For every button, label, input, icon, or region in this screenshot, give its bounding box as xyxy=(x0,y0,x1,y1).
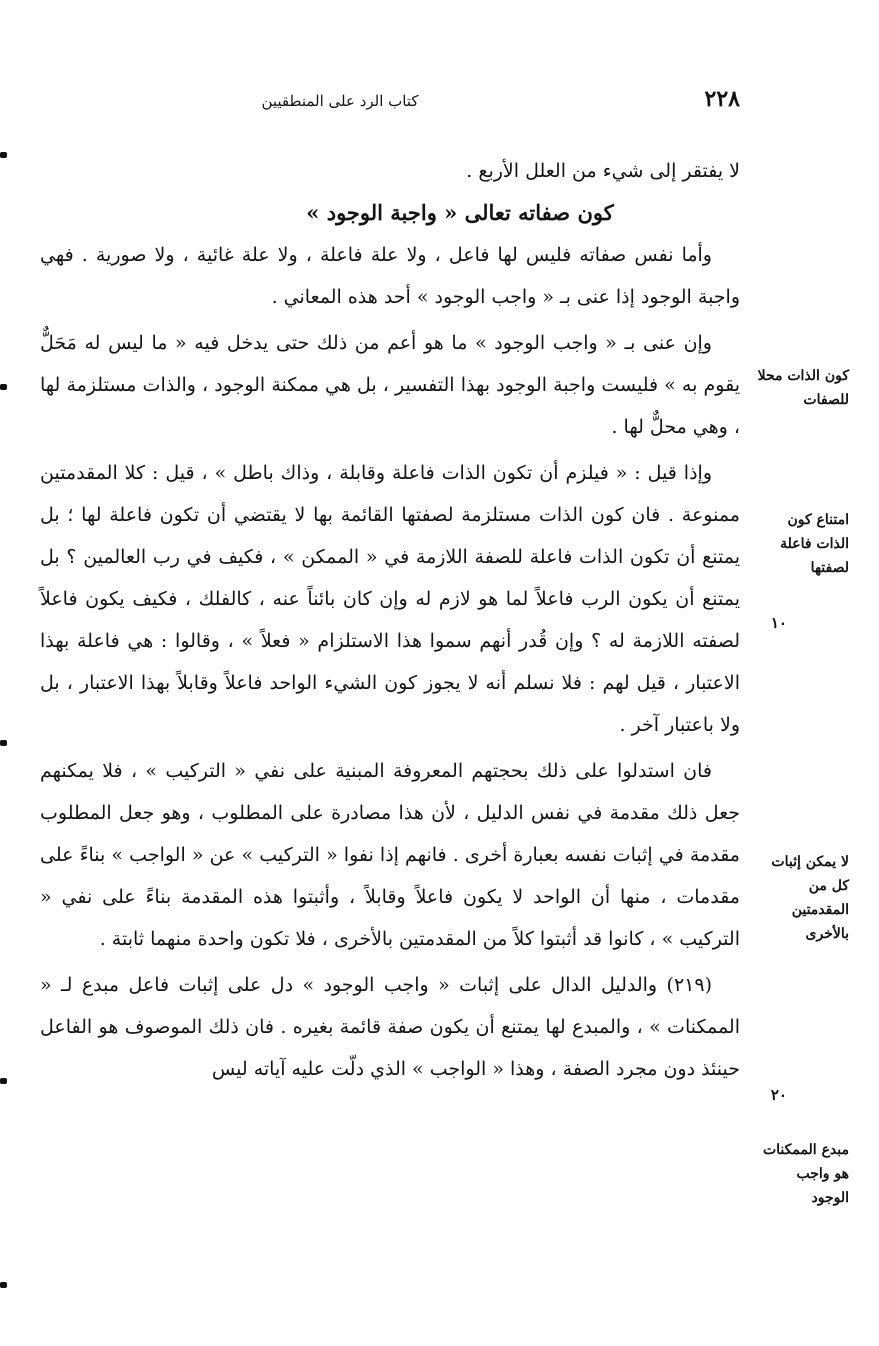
line-number: ١٠ xyxy=(770,614,787,632)
margin-note: كون الذات محلا للصفات xyxy=(757,368,849,408)
margin-note: لا يمكن إثبات كل من المقدمتين بالأخرى xyxy=(771,854,849,942)
line-number: ٢٠ xyxy=(770,1086,787,1104)
continuation-line: لا يفتقر إلى شيء من العلل الأربع . xyxy=(466,160,740,182)
page-header xyxy=(40,86,740,126)
main-text xyxy=(40,150,740,1090)
scan-edge-mark xyxy=(0,384,7,390)
margin-note: مبدع الممكنات هو واجب الوجود xyxy=(762,1142,849,1206)
paragraph-5: (٢١٩) والدليل الدال على إثبات « واجب الوجود » دل على إثبات فاعل مبدع لـ « الممكنات » ، والمبدع لها يمتنع أن يكون صفة قائمة بغيره . فان ذلك الموصوف هو الفاعل حينئذ دون مجرد الصفة ، وهذا « الواجب » الذي دلّت عليه آياته ليس xyxy=(40,974,740,1080)
scan-edge-mark xyxy=(0,1078,7,1084)
scan-edge-mark xyxy=(0,152,7,158)
section-heading: كون صفاته تعالى « واجبة الوجود » xyxy=(306,200,614,225)
running-title: كتاب الرد على المنطقيين xyxy=(261,92,419,110)
paragraph-4: فان استدلوا على ذلك بحجتهم المعروفة المبنية على نفي « التركيب » ، فلا يمكنهم جعل ذلك مقدمة في نفس الدليل ، لأن هذا مصادرة على المطلوب ، وهو جعل المطلوب مقدمة في إثبات نفسه بعبارة أخرى . فانهم إذا نفوا « التركيب » عن « الواجب » بناءً على مقدمات ، منها أن الواحد لا يكون فاعلاً وقابلاً ، وأثبتوا هذه المقدمة بناءً على نفي « التركيب » ، كانوا قد أثبتوا كلاً من المقدمتين بالأخرى ، فلا تكون واحدة منهما ثابتة . xyxy=(40,760,740,950)
scan-edge-mark xyxy=(0,740,7,746)
scan-edge-mark xyxy=(0,1282,7,1288)
page-number: ٢٢٨ xyxy=(704,86,740,112)
paragraph-1: وأما نفس صفاته فليس لها فاعل ، ولا علة فاعلة ، ولا علة غائية ، ولا صورية . فهي واجبة الوجود إذا عنى بـ « واجب الوجود » أحد هذه المعاني . xyxy=(40,244,740,308)
margin-note: امتناع كون الذات فاعلة لصفتها xyxy=(780,512,849,576)
paragraph-2: وإن عنى بـ « واجب الوجود » ما هو أعم من ذلك حتى يدخل فيه « ما ليس له مَحَلٌّ يقوم به » فليست واجبة الوجود بهذا التفسير ، بل هي ممكنة الوجود ، والذات مستلزمة لها ، وهي محلٌّ لها . xyxy=(40,332,740,438)
paragraph-3: وإذا قيل : « فيلزم أن تكون الذات فاعلة وقابلة ، وذاك باطل » ، قيل : كلا المقدمتين ممنوعة . فان كون الذات مستلزمة لصفتها القائمة بها لا يقتضي أن تكون فاعلة لها ؛ بل يمتنع أن تكون الذات فاعلة للصفة اللازمة في « الممكن » ، فكيف في رب العالمين ؟ بل يمتنع أن يكون الرب فاعلاً لما هو لازم له وإن كان بائناً عنه ، كالفلك ، فكيف يكون فاعلاً لصفته اللازمة له ؟ وإن قُدر أنهم سموا هذا الاستلزام « فعلاً » ، وقالوا : هي فاعلة بهذا الاعتبار ، قيل لهم : فلا نسلم أنه لا يجوز كون الشيء الواحد فاعلاً وقابلاً بهذا الاعتبار ، بل ولا باعتبار آخر . xyxy=(40,462,740,736)
